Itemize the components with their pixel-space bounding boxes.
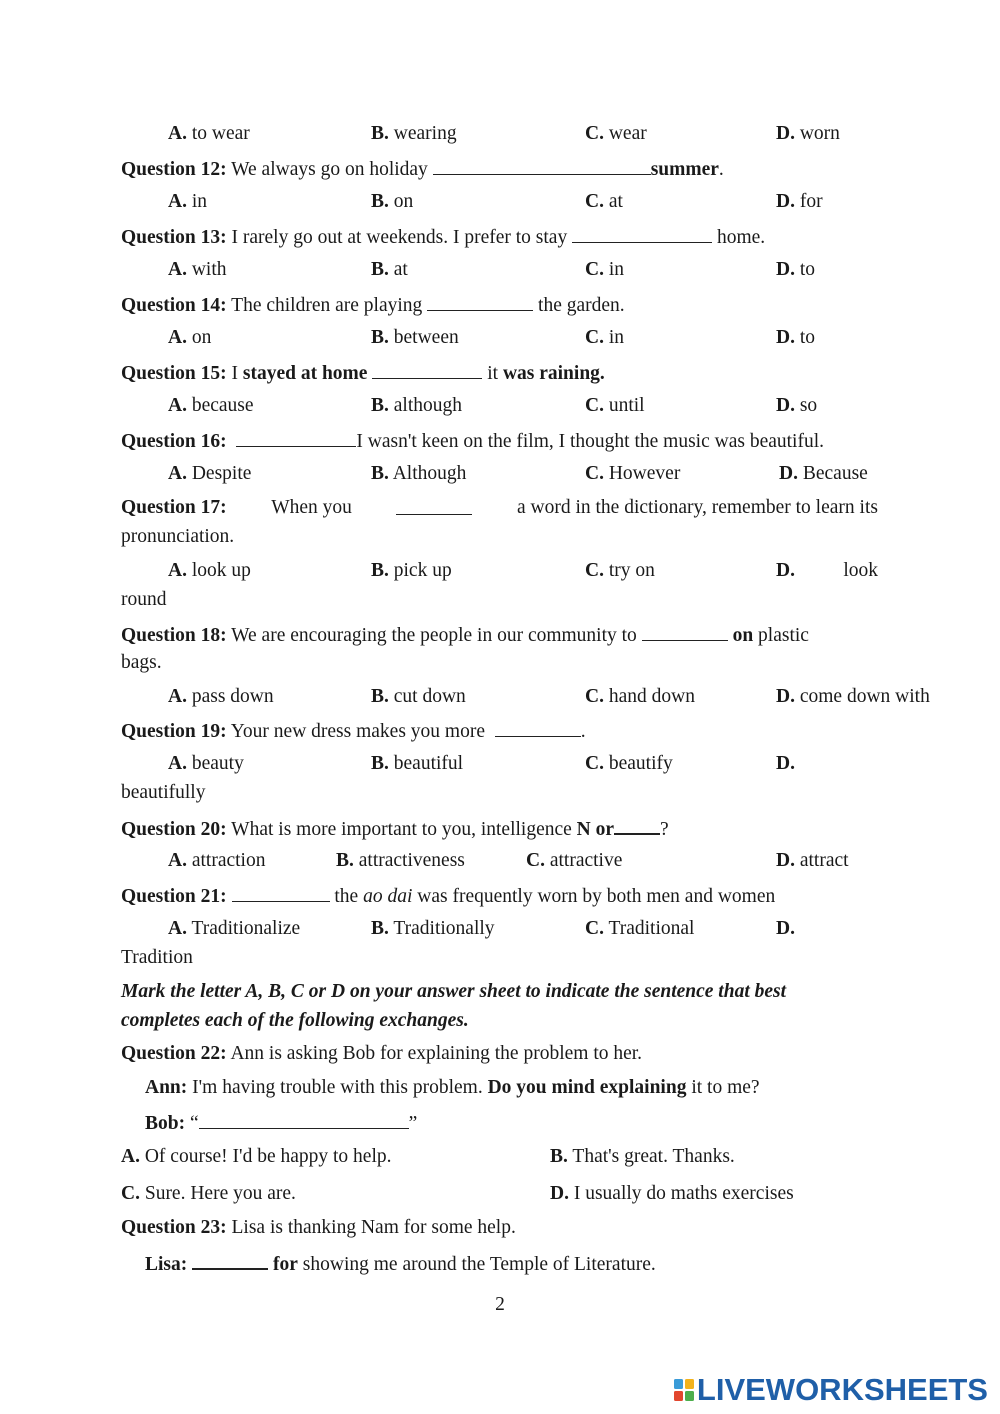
question-15 bbox=[121, 360, 605, 386]
q15-option-b[interactable] bbox=[371, 394, 462, 418]
q19-option-d-continued: beautifully bbox=[121, 782, 206, 803]
dialogue-bold-text: Do you mind explaining bbox=[487, 1077, 687, 1098]
dialogue-text: showing me around the Temple of Literature. bbox=[302, 1254, 656, 1275]
q11-option-c[interactable] bbox=[585, 122, 647, 146]
question-18-continued: bags. bbox=[121, 652, 162, 673]
question-text: When you bbox=[271, 497, 352, 518]
option-text: That's great. Thanks. bbox=[572, 1146, 735, 1167]
option-text: Traditional bbox=[608, 918, 695, 939]
option-letter: B. bbox=[371, 395, 389, 416]
question-text-end: plastic bbox=[758, 625, 809, 646]
option-text: in bbox=[608, 259, 625, 280]
q22-option-b[interactable] bbox=[550, 1145, 735, 1169]
q12-option-d[interactable] bbox=[776, 190, 823, 214]
option-letter: A. bbox=[168, 560, 187, 581]
option-text: in bbox=[608, 327, 625, 348]
option-text: attractive bbox=[549, 850, 623, 871]
q19-option-d[interactable] bbox=[776, 752, 795, 776]
option-letter: C. bbox=[585, 560, 604, 581]
option-letter: C. bbox=[585, 918, 604, 939]
q18-option-a[interactable] bbox=[168, 685, 274, 709]
question-13 bbox=[121, 224, 765, 250]
q14-option-d[interactable] bbox=[776, 326, 815, 350]
option-text: to bbox=[799, 259, 816, 280]
open-quote: “ bbox=[189, 1113, 199, 1134]
q21-option-d[interactable] bbox=[776, 917, 795, 941]
option-letter: C. bbox=[526, 850, 545, 871]
question-17-continued: pronunciation. bbox=[121, 526, 235, 547]
q11-option-a[interactable] bbox=[168, 122, 250, 146]
answer-blank[interactable] bbox=[642, 622, 728, 641]
q13-option-a[interactable] bbox=[168, 258, 227, 282]
question-12 bbox=[121, 156, 724, 182]
option-text: to wear bbox=[191, 123, 250, 144]
speaker-label: Ann: bbox=[145, 1077, 188, 1098]
option-text: to bbox=[799, 327, 816, 348]
option-text: beautiful bbox=[393, 753, 464, 774]
option-letter: D. bbox=[776, 560, 795, 581]
q17-option-d-continued: round bbox=[121, 589, 167, 610]
answer-blank[interactable] bbox=[427, 292, 533, 311]
answer-blank[interactable] bbox=[372, 360, 482, 379]
q18-option-d[interactable] bbox=[776, 685, 930, 709]
question-bold-text: N or bbox=[576, 819, 615, 840]
answer-blank[interactable] bbox=[495, 718, 581, 737]
option-letter: D. bbox=[776, 918, 795, 939]
option-text: I usually do maths exercises bbox=[573, 1183, 794, 1204]
question-16 bbox=[121, 428, 824, 454]
option-text: on bbox=[191, 327, 212, 348]
option-letter: A. bbox=[168, 918, 187, 939]
q21-option-c[interactable] bbox=[585, 917, 694, 941]
q20-option-d[interactable] bbox=[776, 849, 849, 873]
question-text: I rarely go out at weekends. I prefer to stay bbox=[231, 227, 568, 248]
question-label: Question 19: bbox=[121, 721, 227, 742]
option-letter: D. bbox=[776, 123, 795, 144]
q12-option-b[interactable] bbox=[371, 190, 413, 214]
q11-option-b[interactable] bbox=[371, 122, 457, 146]
option-letter: B. bbox=[371, 753, 389, 774]
answer-blank[interactable] bbox=[199, 1110, 409, 1129]
option-letter: D. bbox=[776, 395, 795, 416]
option-text: because bbox=[191, 395, 254, 416]
option-letter: B. bbox=[371, 123, 389, 144]
option-text: However bbox=[608, 463, 681, 484]
question-23 bbox=[121, 1216, 516, 1240]
dialogue-bob bbox=[145, 1110, 417, 1136]
option-letter: A. bbox=[168, 850, 187, 871]
question-bold-text: was raining. bbox=[502, 363, 605, 384]
answer-blank[interactable] bbox=[192, 1250, 268, 1270]
section-instruction-line2: completes each of the following exchanges. bbox=[121, 1010, 469, 1031]
option-letter: A. bbox=[168, 753, 187, 774]
q16-option-b[interactable] bbox=[371, 462, 466, 486]
option-text: Despite bbox=[191, 463, 252, 484]
question-text-end: home. bbox=[716, 227, 766, 248]
option-letter: A. bbox=[168, 395, 187, 416]
question-bold-text: on bbox=[732, 625, 754, 646]
speaker-label: Bob: bbox=[145, 1113, 186, 1134]
option-letter: D. bbox=[776, 753, 795, 774]
option-letter: B. bbox=[550, 1146, 568, 1167]
q16-option-c[interactable] bbox=[585, 462, 680, 486]
question-21 bbox=[121, 883, 775, 909]
option-letter: B. bbox=[371, 918, 389, 939]
option-letter: A. bbox=[168, 327, 187, 348]
question-text-end: the garden. bbox=[538, 295, 625, 316]
option-text: come down with bbox=[799, 686, 930, 707]
question-label: Question 23: bbox=[121, 1217, 227, 1238]
q18-option-c[interactable] bbox=[585, 685, 695, 709]
q21-option-b[interactable] bbox=[371, 917, 495, 941]
option-letter: A. bbox=[121, 1146, 140, 1167]
option-text: until bbox=[608, 395, 645, 416]
question-label: Question 22: bbox=[121, 1043, 227, 1064]
question-22 bbox=[121, 1042, 642, 1066]
option-letter: B. bbox=[371, 191, 389, 212]
q19-option-c[interactable] bbox=[585, 752, 673, 776]
option-letter: D. bbox=[779, 463, 798, 484]
question-bold-text: stayed at home bbox=[242, 363, 368, 384]
q17-option-b[interactable] bbox=[371, 559, 452, 583]
option-text: for bbox=[799, 191, 823, 212]
question-italic-text: ao dai bbox=[363, 886, 413, 907]
q16-option-d[interactable] bbox=[779, 462, 868, 486]
q15-option-d[interactable] bbox=[776, 394, 817, 418]
option-letter: C. bbox=[585, 753, 604, 774]
logo-text: LIVEWORKSHEETS bbox=[696, 1372, 988, 1407]
question-text: What is more important to you, intelligence bbox=[231, 819, 572, 840]
dialogue-bold-text: for bbox=[273, 1254, 298, 1275]
question-text: We always go on holiday bbox=[231, 159, 428, 180]
question-text-end: . bbox=[718, 159, 724, 180]
option-text: cut down bbox=[393, 686, 466, 707]
option-letter: D. bbox=[550, 1183, 569, 1204]
option-letter: A. bbox=[168, 123, 187, 144]
q21-option-a[interactable] bbox=[168, 917, 300, 941]
option-text: pass down bbox=[191, 686, 274, 707]
page-number: 2 bbox=[495, 1294, 505, 1315]
question-label: Question 17: bbox=[121, 497, 227, 518]
q14-option-b[interactable] bbox=[371, 326, 459, 350]
option-letter: C. bbox=[585, 259, 604, 280]
option-letter: B. bbox=[371, 259, 389, 280]
option-text: Sure. Here you are. bbox=[144, 1183, 296, 1204]
speaker-label: Lisa: bbox=[145, 1254, 188, 1275]
question-label: Question 14: bbox=[121, 295, 227, 316]
option-text: in bbox=[191, 191, 208, 212]
option-letter: D. bbox=[776, 327, 795, 348]
q15-option-a[interactable] bbox=[168, 394, 254, 418]
option-text: with bbox=[191, 259, 227, 280]
option-letter: A. bbox=[168, 463, 187, 484]
option-text: pick up bbox=[393, 560, 452, 581]
question-text: Lisa is thanking Nam for some help. bbox=[231, 1217, 516, 1238]
option-text: wearing bbox=[393, 123, 457, 144]
q14-option-a[interactable] bbox=[168, 326, 211, 350]
q16-option-a[interactable] bbox=[168, 462, 251, 486]
question-text: the bbox=[334, 886, 359, 907]
q19-option-a[interactable] bbox=[168, 752, 244, 776]
q12-option-a[interactable] bbox=[168, 190, 207, 214]
q13-option-c[interactable] bbox=[585, 258, 624, 282]
option-text: beauty bbox=[191, 753, 244, 774]
question-label: Question 12: bbox=[121, 159, 227, 180]
option-letter: A. bbox=[168, 686, 187, 707]
q14-option-c[interactable] bbox=[585, 326, 624, 350]
q17-option-d[interactable] bbox=[776, 559, 878, 583]
question-text: I bbox=[231, 363, 239, 384]
answer-blank[interactable] bbox=[236, 428, 356, 447]
question-text: it bbox=[487, 363, 499, 384]
q19-option-b[interactable] bbox=[371, 752, 463, 776]
option-letter: D. bbox=[776, 686, 795, 707]
option-text: look up bbox=[191, 560, 251, 581]
option-letter: B. bbox=[371, 560, 389, 581]
question-text: The children are playing bbox=[231, 295, 423, 316]
q18-option-b[interactable] bbox=[371, 685, 466, 709]
option-letter: C. bbox=[121, 1183, 140, 1204]
option-text: wear bbox=[608, 123, 647, 144]
option-text: look bbox=[843, 560, 878, 581]
q15-option-c[interactable] bbox=[585, 394, 645, 418]
option-letter: B. bbox=[336, 850, 354, 871]
q20-option-b[interactable] bbox=[336, 849, 465, 873]
option-letter: A. bbox=[168, 191, 187, 212]
question-label: Question 21: bbox=[121, 886, 227, 907]
liveworksheets-logo[interactable] bbox=[673, 1372, 988, 1408]
option-text: worn bbox=[799, 123, 840, 144]
question-text: We are encouraging the people in our community to bbox=[231, 625, 637, 646]
question-text: a word in the dictionary, remember to learn its bbox=[516, 497, 878, 518]
option-letter: C. bbox=[585, 327, 604, 348]
option-text: try on bbox=[608, 560, 655, 581]
option-text: on bbox=[393, 191, 414, 212]
question-bold-text: summer bbox=[650, 159, 719, 180]
question-text-end: . bbox=[580, 721, 586, 742]
option-letter: C. bbox=[585, 191, 604, 212]
option-letter: A. bbox=[168, 259, 187, 280]
option-letter: B. bbox=[371, 463, 389, 484]
answer-blank[interactable] bbox=[232, 883, 330, 902]
q21-option-d-continued: Tradition bbox=[121, 947, 193, 968]
question-18 bbox=[121, 622, 809, 648]
option-letter: D. bbox=[776, 191, 795, 212]
option-text: so bbox=[799, 395, 818, 416]
dialogue-text: I'm having trouble with this problem. bbox=[192, 1077, 483, 1098]
option-letter: C. bbox=[585, 123, 604, 144]
option-text: attract bbox=[799, 850, 849, 871]
q13-option-b[interactable] bbox=[371, 258, 408, 282]
option-letter: D. bbox=[776, 259, 795, 280]
question-label: Question 15: bbox=[121, 363, 227, 384]
question-text-end: was frequently worn by both men and women bbox=[417, 886, 776, 907]
question-text: Your new dress makes you more bbox=[230, 721, 485, 742]
question-text: Ann is asking Bob for explaining the problem to her. bbox=[230, 1043, 643, 1064]
question-label: Question 18: bbox=[121, 625, 227, 646]
question-14 bbox=[121, 292, 625, 318]
question-17 bbox=[121, 496, 878, 520]
option-text: at bbox=[393, 259, 408, 280]
q22-option-c[interactable] bbox=[121, 1182, 296, 1206]
option-letter: B. bbox=[371, 327, 389, 348]
question-label: Question 20: bbox=[121, 819, 227, 840]
option-text: Traditionally bbox=[393, 918, 495, 939]
q17-option-a[interactable] bbox=[168, 559, 251, 583]
option-letter: B. bbox=[371, 686, 389, 707]
option-text: Of course! I'd be happy to help. bbox=[144, 1146, 392, 1167]
question-text: I wasn't keen on the film, I thought the music was beautiful. bbox=[356, 431, 825, 452]
option-text: attraction bbox=[191, 850, 266, 871]
option-letter: D. bbox=[776, 850, 795, 871]
q20-option-a[interactable] bbox=[168, 849, 265, 873]
liveworksheets-icon bbox=[673, 1378, 695, 1402]
question-19 bbox=[121, 718, 586, 744]
q20-option-c[interactable] bbox=[526, 849, 622, 873]
q13-option-d[interactable] bbox=[776, 258, 815, 282]
option-letter: C. bbox=[585, 686, 604, 707]
option-text: attractiveness bbox=[358, 850, 465, 871]
dialogue-text: it to me? bbox=[691, 1077, 760, 1098]
option-text: Although bbox=[392, 463, 467, 484]
question-20 bbox=[121, 815, 669, 842]
q12-option-c[interactable] bbox=[585, 190, 623, 214]
question-label: Question 13: bbox=[121, 227, 227, 248]
option-letter: C. bbox=[585, 463, 604, 484]
option-text: beautify bbox=[608, 753, 673, 774]
option-text: between bbox=[393, 327, 459, 348]
q22-option-a[interactable] bbox=[121, 1145, 392, 1169]
question-label: Question 16: bbox=[121, 431, 227, 452]
section-instruction-line1: Mark the letter A, B, C or D on your answer sheet to indicate the sentence that best bbox=[121, 981, 787, 1002]
option-text: Traditionalize bbox=[191, 918, 301, 939]
answer-blank[interactable] bbox=[396, 496, 472, 515]
close-quote: ” bbox=[408, 1113, 418, 1134]
answer-blank[interactable] bbox=[572, 224, 712, 243]
option-text: although bbox=[393, 395, 463, 416]
dialogue-lisa bbox=[145, 1250, 656, 1277]
dialogue-ann bbox=[145, 1076, 760, 1100]
q17-option-c[interactable] bbox=[585, 559, 655, 583]
option-text: hand down bbox=[608, 686, 695, 707]
question-text-end: ? bbox=[660, 819, 669, 840]
option-text: Because bbox=[802, 463, 868, 484]
answer-blank[interactable] bbox=[433, 156, 651, 175]
option-letter: C. bbox=[585, 395, 604, 416]
answer-blank[interactable] bbox=[614, 815, 660, 835]
q22-option-d[interactable] bbox=[550, 1182, 794, 1206]
option-text: at bbox=[608, 191, 623, 212]
q11-option-d[interactable] bbox=[776, 122, 840, 146]
